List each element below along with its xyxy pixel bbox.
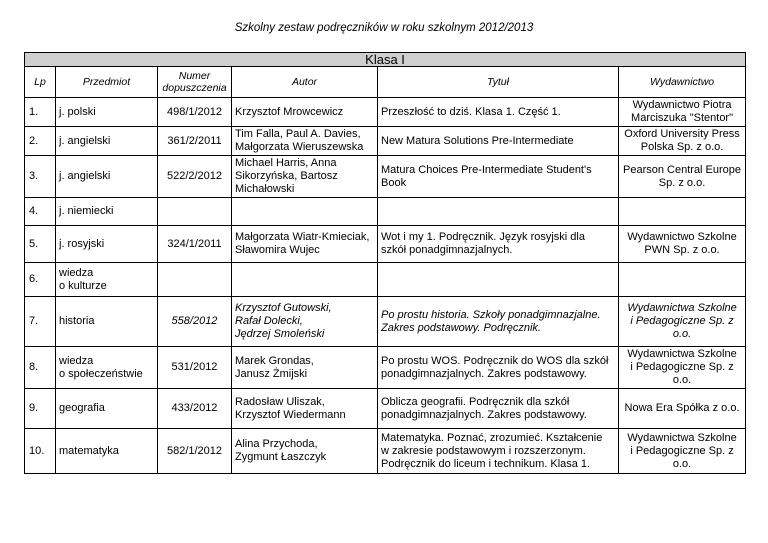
cell-publisher-line: Wydawnictwa Szkolne xyxy=(627,302,737,314)
cell-title xyxy=(378,226,619,263)
cell-title xyxy=(378,389,619,429)
cell-author-line: Sławomira Wujec xyxy=(235,244,320,256)
header-title: Tytuł xyxy=(378,67,619,98)
cell-title-line: Po prostu WOS. Podręcznik do WOS dla szkół xyxy=(381,354,609,367)
cell-publisher-line: i Pedagogiczne Sp. z o.o. xyxy=(630,315,734,340)
header-number-line2: dopuszczenia xyxy=(162,82,227,94)
cell-number xyxy=(158,263,232,297)
header-lp: Lp xyxy=(25,67,56,98)
class-label: Klasa I xyxy=(25,53,746,67)
header-number xyxy=(158,67,232,98)
cell-author xyxy=(232,429,378,474)
cell-publisher xyxy=(619,198,746,226)
cell-subject-line: historia xyxy=(59,315,95,327)
cell-title xyxy=(378,98,619,127)
table-row xyxy=(25,297,746,347)
cell-publisher xyxy=(619,429,746,474)
cell-number: 531/2012 xyxy=(158,347,232,389)
cell-title-line: Matematyka. Poznać, zrozumieć. Kształcenie xyxy=(381,431,603,444)
cell-number: 433/2012 xyxy=(158,389,232,429)
cell-publisher xyxy=(619,389,746,429)
cell-author-line: Tim Falla, Paul A. Davies, xyxy=(235,128,361,140)
cell-publisher-line: Marciszuka "Stentor" xyxy=(631,112,734,124)
cell-lp: 2. xyxy=(25,127,56,156)
cell-publisher-line: Wydawnictwa Szkolne xyxy=(627,431,737,444)
cell-publisher-line: Nowa Era Spółka z o.o. xyxy=(624,402,740,414)
cell-author xyxy=(232,198,378,226)
cell-title-line: Po prostu historia. Szkoły ponadgimnazjalne. xyxy=(381,308,601,321)
cell-publisher-line: Pearson Central Europe xyxy=(623,163,742,176)
cell-lp: 10. xyxy=(25,429,56,474)
cell-number: 522/2/2012 xyxy=(158,156,232,198)
cell-publisher xyxy=(619,263,746,297)
cell-author-line: Małgorzata Wiatr-Kmieciak, xyxy=(235,231,370,243)
cell-number: 558/2012 xyxy=(158,297,232,347)
cell-publisher-line: Oxford University Press xyxy=(624,128,740,140)
table-row xyxy=(25,156,746,198)
cell-publisher-line: Wydawnictwa Szkolne xyxy=(627,348,737,360)
cell-number: 582/1/2012 xyxy=(158,429,232,474)
cell-subject-line: j. niemiecki xyxy=(59,205,114,217)
cell-publisher xyxy=(619,127,746,156)
cell-lp: 3. xyxy=(25,156,56,198)
cell-subject-line: o społeczeństwie xyxy=(59,367,143,380)
header-number-line1: Numer xyxy=(178,70,211,82)
cell-subject-line: matematyka xyxy=(59,444,119,457)
cell-subject-line: j. polski xyxy=(59,105,96,118)
cell-publisher-line: Wydawnictwo Szkolne xyxy=(627,231,737,243)
page-title: Szkolny zestaw podręczników w roku szkolnym 2012/2013 xyxy=(234,22,534,34)
cell-publisher-line: PWN Sp. z o.o. xyxy=(644,244,720,256)
cell-lp: 9. xyxy=(25,389,56,429)
cell-author xyxy=(232,297,378,347)
cell-subject-line: j. angielski xyxy=(59,134,111,147)
cell-title-line: Oblicza geografii. Podręcznik dla szkół xyxy=(381,395,570,408)
table-row xyxy=(25,429,746,474)
cell-title xyxy=(378,297,619,347)
cell-subject xyxy=(56,127,158,156)
cell-publisher xyxy=(619,347,746,389)
table-body xyxy=(25,98,746,474)
cell-number: 324/1/2011 xyxy=(158,226,232,263)
cell-lp: 1. xyxy=(25,98,56,127)
table-row xyxy=(25,347,746,389)
cell-title-line: New Matura Solutions Pre-Intermediate xyxy=(381,134,574,147)
cell-title-line: szkół ponadgimnazjalnych. xyxy=(381,244,513,256)
cell-author-line: Małgorzata Wieruszewska xyxy=(235,141,364,153)
cell-title xyxy=(378,347,619,389)
cell-subject xyxy=(56,297,158,347)
cell-author xyxy=(232,347,378,389)
cell-publisher xyxy=(619,297,746,347)
cell-title xyxy=(378,429,619,474)
table-row xyxy=(25,263,746,297)
cell-title-line: ponadgimnazjalnych. Zakres podstawowy. xyxy=(381,367,587,380)
cell-title-line: Book xyxy=(381,176,407,189)
cell-author-line: Zygmunt Łaszczyk xyxy=(235,451,327,463)
textbook-table xyxy=(24,52,746,474)
cell-author xyxy=(232,98,378,127)
cell-title xyxy=(378,263,619,297)
cell-number: 498/1/2012 xyxy=(158,98,232,127)
cell-publisher xyxy=(619,156,746,198)
header-subject: Przedmiot xyxy=(56,67,158,98)
cell-lp: 6. xyxy=(25,263,56,297)
cell-title xyxy=(378,127,619,156)
cell-lp: 4. xyxy=(25,198,56,226)
cell-publisher xyxy=(619,226,746,263)
cell-publisher xyxy=(619,98,746,127)
cell-author-line: Krzysztof Gutowski, xyxy=(235,302,332,314)
cell-publisher-line: Sp. z o.o. xyxy=(658,176,706,189)
cell-subject xyxy=(56,98,158,127)
cell-subject xyxy=(56,389,158,429)
cell-author-line: Janusz Żmijski xyxy=(235,367,308,380)
cell-title-line: Podręcznik do liceum i technikum. Klasa 1. xyxy=(381,457,591,470)
cell-author-line: Radosław Uliszak, xyxy=(235,395,325,408)
cell-subject xyxy=(56,226,158,263)
cell-lp: 7. xyxy=(25,297,56,347)
cell-author-line: Jędrzej Smoleński xyxy=(235,328,325,340)
cell-subject-line: geografia xyxy=(59,402,105,414)
cell-author-line: Sikorzyńska, Bartosz xyxy=(235,170,338,182)
cell-subject xyxy=(56,263,158,297)
table-row xyxy=(25,198,746,226)
cell-author-line: Krzysztof Wiedermann xyxy=(235,408,346,421)
cell-author xyxy=(232,156,378,198)
table-row xyxy=(25,127,746,156)
cell-number: 361/2/2011 xyxy=(158,127,232,156)
cell-title-line: Przeszłość to dziś. Klasa 1. Część 1. xyxy=(381,105,561,118)
cell-title xyxy=(378,198,619,226)
cell-subject xyxy=(56,156,158,198)
cell-publisher-line: Wydawnictwo Piotra xyxy=(632,99,732,111)
cell-publisher-line: i Pedagogiczne Sp. z o.o. xyxy=(630,444,734,470)
cell-author xyxy=(232,226,378,263)
table-row xyxy=(25,389,746,429)
cell-subject-line: j. rosyjski xyxy=(59,237,105,250)
table-row xyxy=(25,98,746,127)
class-header-row xyxy=(25,53,746,67)
cell-title xyxy=(378,156,619,198)
cell-title-line: Zakres podstawowy. Podręcznik. xyxy=(381,321,541,334)
cell-author-line: Marek Grondas, xyxy=(235,354,314,367)
cell-lp: 8. xyxy=(25,347,56,389)
table-row xyxy=(25,226,746,263)
cell-number xyxy=(158,198,232,226)
header-author: Autor xyxy=(232,67,378,98)
cell-author-line: Alina Przychoda, xyxy=(235,438,318,450)
cell-subject-line: o kulturze xyxy=(59,279,107,292)
cell-author-line: Krzysztof Mrowcewicz xyxy=(235,105,344,118)
header-publisher: Wydawnictwo xyxy=(619,67,746,98)
cell-author-line: Michałowski xyxy=(235,183,295,195)
cell-title-line: w zakresie podstawowym i rozszerzonym. xyxy=(381,444,586,457)
cell-subject-line: wiedza xyxy=(59,354,94,367)
cell-subject-line: j. angielski xyxy=(59,170,111,182)
cell-author-line: Michael Harris, Anna xyxy=(235,157,337,169)
cell-subject xyxy=(56,198,158,226)
cell-subject xyxy=(56,429,158,474)
cell-title-line: Matura Choices Pre-Intermediate Student's xyxy=(381,163,592,176)
cell-publisher-line: Polska Sp. z o.o. xyxy=(640,141,724,153)
cell-publisher-line: i Pedagogiczne Sp. z o.o. xyxy=(630,361,734,386)
cell-author xyxy=(232,127,378,156)
cell-title-line: Wot i my 1. Podręcznik. Język rosyjski dla xyxy=(381,231,585,243)
cell-subject xyxy=(56,347,158,389)
cell-author xyxy=(232,389,378,429)
cell-subject-line: wiedza xyxy=(59,266,94,279)
cell-author-line: Rafał Dolecki, xyxy=(235,315,303,327)
column-header-row xyxy=(25,67,746,98)
cell-lp: 5. xyxy=(25,226,56,263)
cell-title-line: ponadgimnazjalnych. Zakres podstawowy. xyxy=(381,408,587,421)
cell-author xyxy=(232,263,378,297)
